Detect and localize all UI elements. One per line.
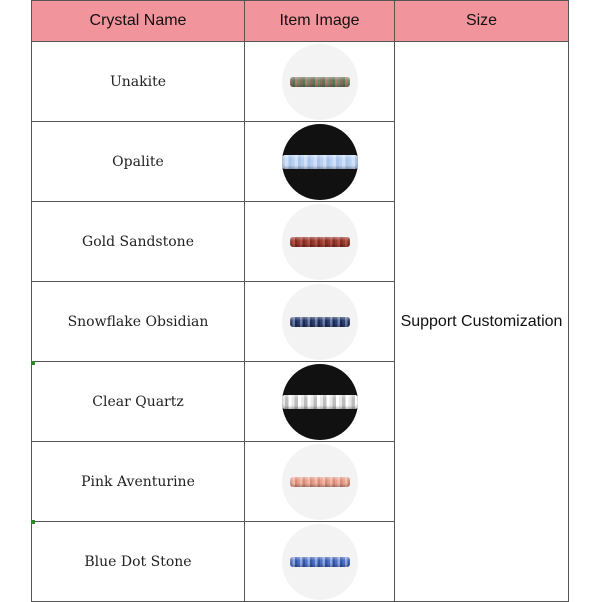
- item-image-cell: [245, 362, 395, 442]
- item-image-cell: [245, 282, 395, 362]
- bead-strand-icon: [290, 557, 350, 567]
- crystal-name-cell: Unakite: [32, 42, 245, 122]
- table-row: [32, 42, 569, 122]
- header-size: Size: [395, 1, 569, 42]
- cell-marker: [31, 361, 35, 365]
- blue-dot-stone-bead-strand-icon: [282, 524, 358, 600]
- item-image-cell: [245, 522, 395, 602]
- crystal-name-cell: Snowflake Obsidian: [32, 282, 245, 362]
- crystal-name-cell: Clear Quartz: [32, 362, 245, 442]
- unakite-bead-strand-icon: [282, 44, 358, 120]
- item-image-cell: [245, 202, 395, 282]
- size-cell: Support Customization: [395, 42, 569, 602]
- header-crystal-name: Crystal Name: [32, 1, 245, 42]
- opalite-bead-strand-icon: [282, 124, 358, 200]
- header-item-image: Item Image: [245, 1, 395, 42]
- bead-strand-icon: [282, 155, 358, 169]
- crystal-name-cell: Gold Sandstone: [32, 202, 245, 282]
- clear-quartz-bead-strand-icon: [282, 364, 358, 440]
- bead-strand-icon: [290, 77, 350, 87]
- snowflake-obsidian-bead-strand-icon: [282, 284, 358, 360]
- item-image-cell: [245, 122, 395, 202]
- item-image-cell: [245, 42, 395, 122]
- gold-sandstone-bead-strand-icon: [282, 204, 358, 280]
- cell-marker: [31, 520, 35, 524]
- bead-strand-icon: [282, 395, 358, 409]
- crystal-name-cell: Blue Dot Stone: [32, 522, 245, 602]
- crystal-name-cell: Opalite: [32, 122, 245, 202]
- crystal-table: [31, 0, 569, 602]
- bead-strand-icon: [290, 237, 350, 247]
- pink-aventurine-bead-strand-icon: [282, 444, 358, 520]
- crystal-name-cell: Pink Aventurine: [32, 442, 245, 522]
- bead-strand-icon: [290, 317, 350, 327]
- header-row: [32, 1, 569, 42]
- item-image-cell: [245, 442, 395, 522]
- bead-strand-icon: [290, 477, 350, 487]
